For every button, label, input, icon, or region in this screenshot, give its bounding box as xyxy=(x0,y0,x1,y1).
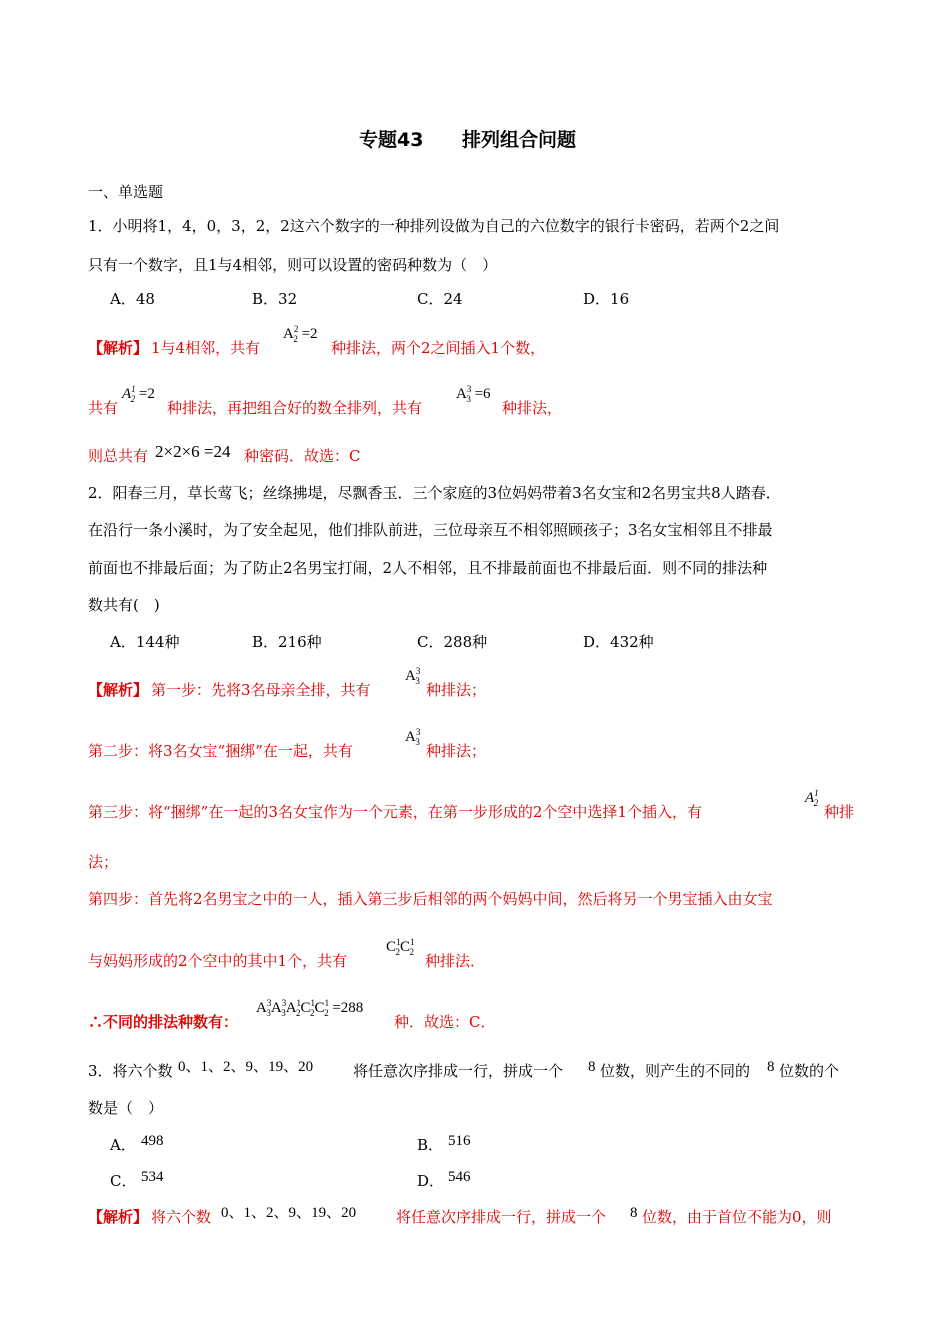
q2-stem-line1: 2．阳春三月，草长莺飞；丝绦拂堤，尽飘香玉．三个家庭的3位妈妈带着3名女宝和2名男宝共8人踏春． xyxy=(88,484,781,502)
q2-conclusion-a: ∴不同的排法种数有： xyxy=(88,1013,239,1031)
q3-solution-tag: 【解析】 xyxy=(88,1208,149,1226)
q2-step2-a: 第二步：将3名女宝“捆绑”在一起，共有 xyxy=(88,742,353,760)
formula-symbol: A xyxy=(283,326,294,342)
q1-option-d: D．16 xyxy=(583,290,630,308)
q1-formula-a21: $A^1_2 =2$ xyxy=(122,384,155,404)
q3-option-d-value: 546 xyxy=(448,1169,471,1185)
q1-option-a: A．48 xyxy=(110,290,155,308)
q2-step3-b: 种排 xyxy=(824,803,855,821)
q3-option-a-value: 498 xyxy=(141,1133,164,1149)
number-0: 0 xyxy=(221,1205,229,1221)
number-5: 20 xyxy=(341,1205,357,1221)
number-4: 19 xyxy=(311,1205,327,1221)
q3-option-d-label: D． xyxy=(417,1172,445,1190)
number-3: 9 xyxy=(245,1059,254,1075)
q1-stem-line1: 1．小明将1，4，0，3，2，2这六个数字的一种排列设做为自己的六位数字的银行卡密码，若两个2之间 xyxy=(88,217,780,235)
q2-stem-line2: 在沿行一条小溪时，为了安全起见，他们排队前进，三位母亲互不相邻照顾孩子；3名女宝相邻且不排最 xyxy=(88,521,773,539)
q3-stem-b: 将任意次序排成一行，拼成一个 xyxy=(353,1062,564,1080)
q2-solution-tag: 【解析】 xyxy=(88,681,149,699)
q3-digit-count-2: 8 xyxy=(767,1059,775,1075)
q1-formula-product: 2×2×6 =24 xyxy=(155,442,231,461)
number-5: 20 xyxy=(298,1059,314,1075)
q2-option-c: C．288种 xyxy=(417,633,488,651)
q2-step4-b: 与妈妈形成的2个空中的其中1个，共有 xyxy=(88,952,348,970)
q3-stem-a: 3．将六个数 xyxy=(88,1062,173,1080)
q3-stem-c: 位数，则产生的不同的 xyxy=(600,1062,751,1080)
q1-solution-line1b: 种排法，两个2之间插入1个数， xyxy=(331,339,546,357)
q2-step1-formula: $A^3_3$ xyxy=(405,666,421,686)
q1-solution-line3b: 种密码．故选：C xyxy=(244,447,361,465)
q1-solution-line2b: 种排法，再把组合好的数全排列，共有 xyxy=(167,399,423,417)
q3-option-a-label: A． xyxy=(110,1136,136,1154)
number-2: 2 xyxy=(223,1059,231,1075)
q2-conclusion-b: 种．故选：C． xyxy=(394,1013,496,1031)
formula-symbol: A xyxy=(456,386,467,402)
q3-solution-digit-count: 8 xyxy=(630,1205,638,1221)
q2-stem-line4: 数共有( ) xyxy=(88,596,160,614)
q3-solution-a: 将六个数 xyxy=(151,1208,212,1226)
q3-option-b-label: B． xyxy=(417,1136,444,1154)
q1-solution-line2a: 共有 xyxy=(88,399,119,417)
q3-option-b-value: 516 xyxy=(448,1133,471,1149)
number-0: 0 xyxy=(178,1059,186,1075)
q3-number-list: 0、1、2、9、19、20 xyxy=(178,1059,314,1075)
number-3: 9 xyxy=(288,1205,297,1221)
q2-step2-formula: $A^3_3$ xyxy=(405,727,421,747)
q1-option-b: B．32 xyxy=(252,290,298,308)
q3-stem-line2: 数是（ ） xyxy=(88,1099,164,1117)
q1-formula-a33: $A^3_3 =6$ xyxy=(456,384,491,404)
section-heading: 一、单选题 xyxy=(88,183,164,201)
q3-solution-number-list: 0、1、2、9、19、20 xyxy=(221,1205,357,1221)
q2-option-d: D．432种 xyxy=(583,633,654,651)
q3-stem-d: 位数的个 xyxy=(779,1062,840,1080)
q3-digit-count: 8 xyxy=(588,1059,596,1075)
q1-solution-line2c: 种排法， xyxy=(502,399,563,417)
q2-step3-a: 第三步：将“捆绑”在一起的3名女宝作为一个元素，在第一步形成的2个空中选择1个插入，有 xyxy=(88,803,702,821)
formula-result: =288 xyxy=(332,1000,364,1016)
q2-step4-a: 第四步：首先将2名男宝之中的一人，插入第三步后相邻的两个妈妈中间，然后将另一个男宝插入由女宝 xyxy=(88,890,773,908)
q1-option-c: C．24 xyxy=(417,290,463,308)
number-2: 2 xyxy=(266,1205,274,1221)
q1-solution-line1a: 1与4相邻，共有 xyxy=(151,339,261,357)
q2-conclusion-formula: $A^3_3A^3_3A^1_2C^1_2C^1_2 =288$ xyxy=(256,998,364,1018)
q2-step1-a: 第一步：先将3名母亲全排，共有 xyxy=(151,681,371,699)
q2-option-a: A．144种 xyxy=(110,633,180,651)
q2-step3-formula: $A^1_2$ xyxy=(805,788,819,808)
q2-option-b: B．216种 xyxy=(252,633,322,651)
q2-step4-c: 种排法． xyxy=(425,952,486,970)
q2-step2-b: 种排法； xyxy=(426,742,487,760)
page-title-number: 专题43 xyxy=(359,129,424,151)
q2-step3-c: 法； xyxy=(88,853,119,871)
q1-stem-line2: 只有一个数字，且1与4相邻，则可以设置的密码种数为（ ） xyxy=(88,256,498,274)
q3-option-c-label: C． xyxy=(110,1172,137,1190)
page-title: 排列组合问题 xyxy=(462,129,577,151)
formula-symbol: A xyxy=(122,386,132,402)
q2-stem-line3: 前面也不排最后面；为了防止2名男宝打闹，2人不相邻，且不排最前面也不排最后面．则不同的排法种 xyxy=(88,559,768,577)
number-1: 1 xyxy=(243,1205,252,1221)
q1-solution-line3a: 则总共有 xyxy=(88,447,149,465)
q1-solution-tag: 【解析】 xyxy=(88,339,149,357)
q2-step1-b: 种排法； xyxy=(426,681,487,699)
number-1: 1 xyxy=(200,1059,209,1075)
q3-solution-b: 将任意次序排成一行，拼成一个 xyxy=(396,1208,607,1226)
number-4: 19 xyxy=(268,1059,284,1075)
q1-formula-a22: $A^2_2 =2$ xyxy=(283,324,318,344)
q3-option-c-value: 534 xyxy=(141,1169,164,1185)
q2-step4-formula: $C^1_2C^1_2$ xyxy=(386,937,415,957)
q3-solution-c: 位数，由于首位不能为0，则 xyxy=(642,1208,832,1226)
